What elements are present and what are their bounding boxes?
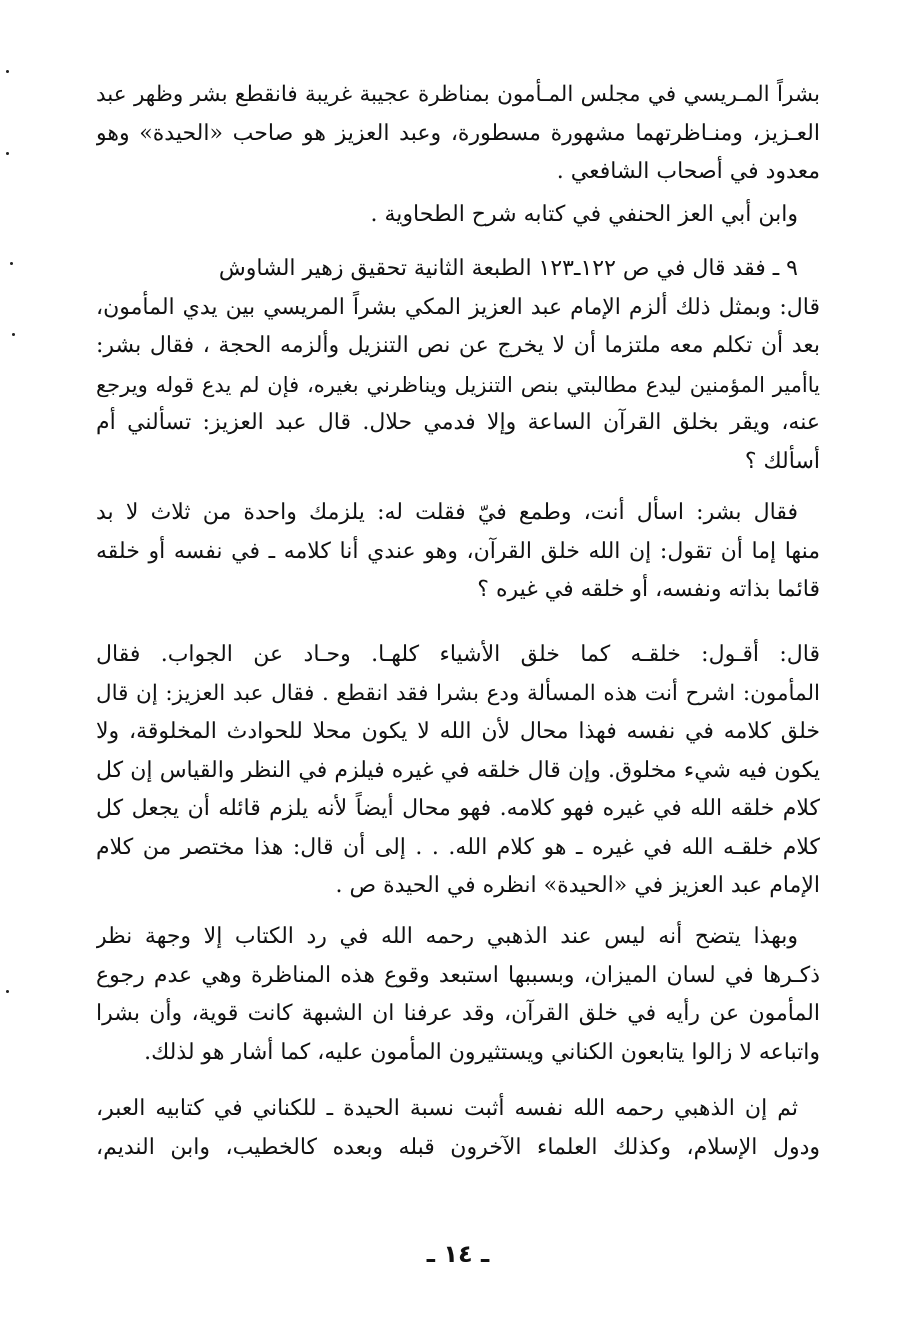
text-line: فقال بشر: اسأل أنت، وطمع فيّ فقلت له: يلزمك واحدة من ثلاث لا بد	[96, 500, 798, 525]
text-line: العـزيز، ومنـاظرتهما مشهورة مسطورة، وعبد العزيز هو صاحب «الحيدة» وهو	[96, 120, 820, 146]
text-line: وبهذا يتضح أنه ليس عند الذهبي رحمه الله في رد الكتاب إلا وجهة نظر	[96, 924, 798, 949]
margin-mark	[10, 262, 13, 265]
text-line: خلق كلامه في نفسه فهذا محال لأن الله لا يكون محلا للحوادث المخلوقة، ولا	[96, 719, 820, 744]
text-line: المأمون عن رأيه في خلق القرآن، وقد عرفنا ان الشبهة كانت قوية، وأن بشرا	[96, 1001, 820, 1026]
page-number: ـ ١٤ ـ	[426, 1240, 490, 1268]
text-line: كلام خلقه الله في غيره فهو كلامه. فهو محال أيضاً لأنه يلزم قائله أن يجعل كل	[96, 796, 820, 821]
text-line: كلام خلقـه الله في غيره ـ هو كلام الله. . . إلى أن قال: هذا مختصر من كلام	[96, 834, 820, 860]
text-line: معدود في أصحاب الشافعي .	[556, 159, 820, 184]
margin-mark	[6, 152, 9, 155]
paragraph-6	[96, 918, 820, 1072]
paragraph-5	[96, 636, 820, 906]
paragraph-7	[96, 1090, 820, 1167]
text-line: منها إما أن تقول: إن الله خلق القرآن، وهو عندي أنا كلامه ـ في نفسه أو خلقه	[96, 538, 820, 564]
text-line: ثم إن الذهبي رحمه الله نفسه أثبت نسبة الحيدة ـ للكناني في كتابيه العبر،	[96, 1096, 798, 1121]
text-line: قال: وبمثل ذلك ألزم الإمام عبد العزيز المكي بشراً المريسي بين يدي المأمون،	[96, 294, 820, 320]
text-line: ٩ ـ فقد قال في ص ١٢٢ـ١٢٣ الطبعة الثانية تحقيق زهير الشاوش	[218, 256, 798, 281]
margin-mark	[6, 990, 9, 993]
paragraph-2	[96, 196, 820, 235]
text-line: واتباعه لا زالوا يتابعون الكناني ويستثيرون المأمون عليه، كما أشار هو لذلك.	[144, 1039, 820, 1065]
paragraph-1	[96, 76, 820, 192]
text-line: ياأمير المؤمنين ليدع مطالبتي بنص التنزيل ويناظرني بغيره، فإن لم يدع قوله ويرجع	[96, 372, 820, 397]
text-line: المأمون: اشرح أنت هذه المسألة ودع بشرا فقد انقطع . فقال عبد العزيز: إن قال	[96, 680, 820, 706]
text-line: أسألك ؟	[744, 448, 820, 474]
text-line: بعد أن تكلم معه ملتزما أن لا يخرج عن نص التنزيل وألزمه الحجة ، فقال بشر:	[96, 333, 820, 358]
text-line: قائما بذاته ونفسه، أو خلقه في غيره ؟	[477, 577, 820, 602]
text-line: ذكـرها في لسان الميزان، وبسببها استبعد وقوع هذه المناظرة وهي عدم رجوع	[96, 962, 820, 988]
text-line: بشراً المـريسي في مجلس المـأمون بمناظرة عجيبة غريبة فانقطع بشر وظهر عبد	[96, 82, 820, 107]
text-line: عنه، ويقر بخلق القرآن الساعة وإلا فدمي حلال. قال عبد العزيز: تسألني أم	[96, 410, 820, 435]
text-line: الإمام عبد العزيز في «الحيدة» انظره في الحيدة ص .	[335, 873, 820, 898]
text-line: وابن أبي العز الحنفي في كتابه شرح الطحاوية .	[370, 202, 798, 227]
paragraph-3	[96, 250, 820, 481]
text-line: ودول الإسلام، وكذلك العلماء الآخرون قبله وبعده كالخطيب، وابن النديم،	[96, 1134, 820, 1160]
paragraph-4	[96, 494, 820, 610]
margin-mark	[6, 70, 9, 73]
text-line: قال: أقـول: خلقـه كما خلق الأشياء كلهـا. وحـاد عن الجواب. فقال	[96, 642, 820, 667]
text-line: يكون فيه شيء مخلوق. وإن قال خلقه في غيره فيلزم في النظر والقياس إن كل	[96, 757, 820, 783]
margin-mark	[12, 333, 15, 336]
